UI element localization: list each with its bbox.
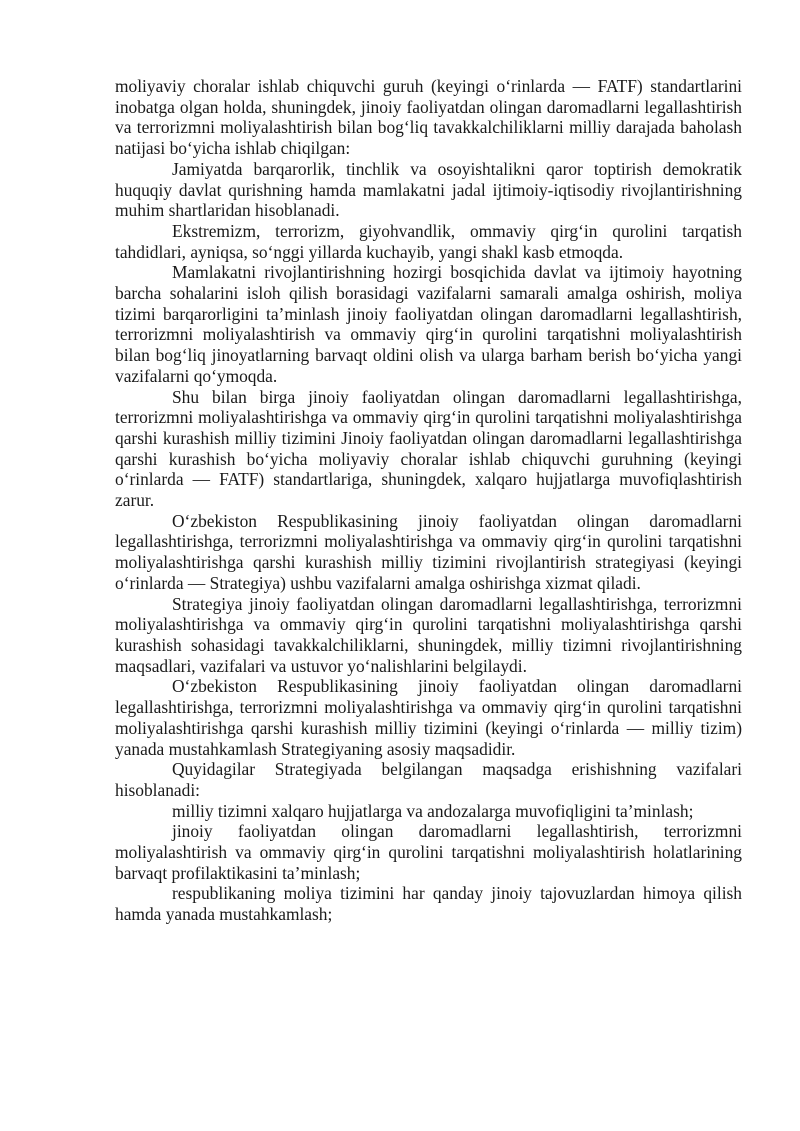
- paragraph-strategy-scope: Strategiya jinoiy faoliyatdan olingan daromadlarni legallashtirishga, terrorizmni moliyalashtirishga va ommaviy qirg‘in qurolini tarqatishni moliyalashtirishga qarshi kurashish sohasidagi tavakkalchiliklarni, shuningdek, milliy tizimni rivojlantirishning maqsadlari, vazifalari va ustuvor yo‘nalishlarini belgilaydi.: [115, 593, 742, 676]
- list-item-task-3: respublikaning moliya tizimini har qanday jinoiy tajovuzlardan himoya qilish hamda yanada mustahkamlash;: [115, 883, 742, 925]
- paragraph-stability: Jamiyatda barqarorlik, tinchlik va osoyishtalikni qaror toptirish demokratik huquqiy davlat qurishning hamda mamlakatni jadal ijtimoiy-iqtisodiy rivojlantirishning muhim shartlaridan hisoblanadi.: [115, 158, 742, 221]
- list-item-task-2: jinoiy faoliyatdan olingan daromadlarni legallashtirish, terrorizmni moliyalashtirish va ommaviy qirg‘in qurolini tarqatishni moliyalashtirish holatlarining barvaqt profilaktikasini ta’minlash;: [115, 821, 742, 883]
- paragraph-current-stage: Mamlakatni rivojlantirishning hozirgi bosqichida davlat va ijtimoiy hayotning barcha sohalarini isloh qilish borasidagi vazifalarni samarali amalga oshirish, moliya tizimi barqarorligini ta’minlash jinoiy faoliyatdan olingan daromadlarni legallashtirish, terrorizmni moliyalashtirish va ommaviy qirg‘in qurolini tarqatishni moliyalashtirish bilan bog‘liq jinoyatlarning barvaqt oldini olish va ularga barham berish bo‘yicha yangi vazifalarni qo‘ymoqda.: [115, 262, 742, 386]
- paragraph-fatf-alignment: Shu bilan birga jinoiy faoliyatdan olingan daromadlarni legallashtirishga, terrorizmni moliyalashtirishga va ommaviy qirg‘in qurolini tarqatishni moliyalashtirishga qarshi kurashish milliy tizimini Jinoiy faoliyatdan olingan daromadlarni legallashtirishga qarshi kurashish bo‘yicha moliyaviy choralar ishlab chiquvchi guruhning (keyingi o‘rinlarda — FATF) standartlariga, shuningdek, xalqaro hujjatlarga muvofiqlashtirish zarur.: [115, 386, 742, 511]
- list-item-task-1: milliy tizimni xalqaro hujjatlarga va andozalarga muvofiqligini ta’minlash;: [172, 800, 694, 821]
- paragraph-strategy-intro: O‘zbekiston Respublikasining jinoiy faoliyatdan olingan daromadlarni legallashtirishga, terrorizmni moliyalashtirishga va ommaviy qirg‘in qurolini tarqatishni moliyalashtirishga qarshi kurashish milliy tizimini rivojlantirish strategiyasi (keyingi o‘rinlarda — Strategiya) ushbu vazifalarni amalga oshirishga xizmat qiladi.: [115, 510, 742, 593]
- paragraph-continuation: moliyaviy choralar ishlab chiquvchi guruh (keyingi o‘rinlarda — FATF) standartlarini inobatga olgan holda, shuningdek, jinoiy faoliyatdan olingan daromadlarni legallashtirish va terrorizmni moliyalashtirish bilan bog‘liq tavakkalchiliklarni milliy darajada baholash natijasi bo‘yicha ishlab chiqilgan:: [115, 76, 742, 159]
- paragraph-main-goal: O‘zbekiston Respublikasining jinoiy faoliyatdan olingan daromadlarni legallashtirishga, terrorizmni moliyalashtirishga va ommaviy qirg‘in qurolini tarqatishni moliyalashtirishga qarshi kurashish milliy tizimini (keyingi o‘rinlarda — milliy tizim) yanada mustahkamlash Strategiyaning asosiy maqsadidir.: [115, 676, 742, 759]
- paragraph-tasks-intro: Quyidagilar Strategiyada belgilangan maqsadga erishishning vazifalari hisoblanadi:: [115, 759, 742, 800]
- paragraph-threats: Ekstremizm, terrorizm, giyohvandlik, ommaviy qirg‘in qurolini tarqatish tahdidlari, ayniqsa, so‘nggi yillarda kuchayib, yangi shakl kasb etmoqda.: [115, 220, 742, 262]
- document-page: [115, 76, 742, 925]
